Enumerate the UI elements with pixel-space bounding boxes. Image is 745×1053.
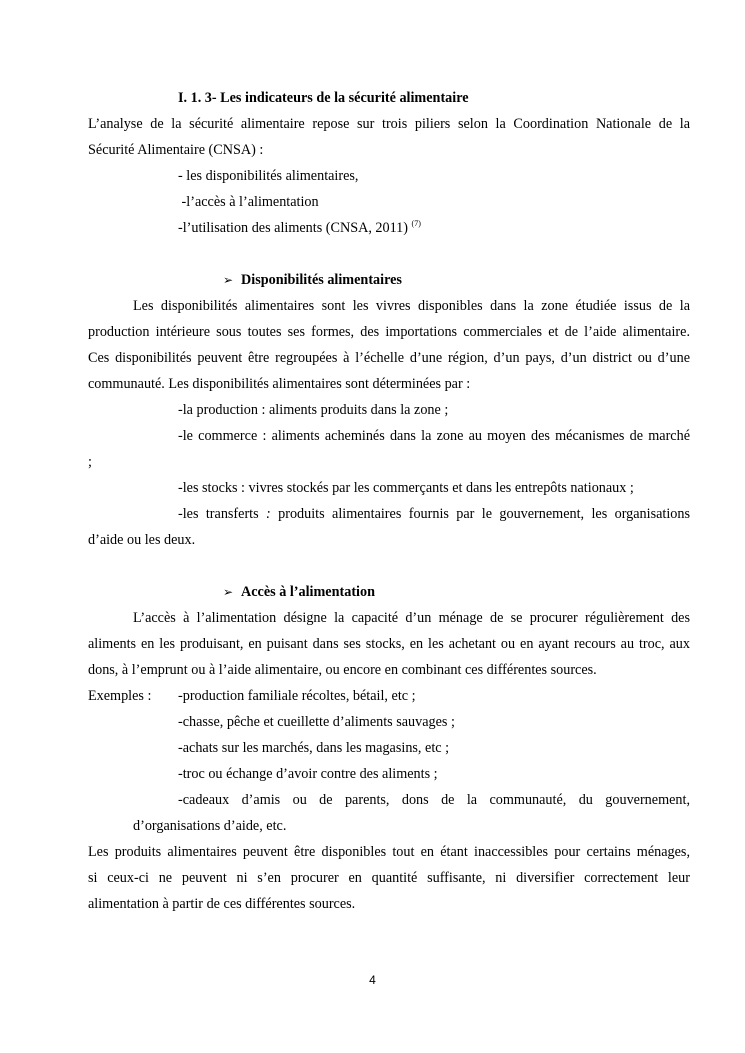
list-item: -les stocks : vivres stockés par les commerçants et dans les entrepôts nationaux ; (178, 480, 634, 496)
list-item-text: -les transferts (178, 506, 267, 522)
list-item (178, 504, 690, 524)
list-item: -la production : aliments produits dans la zone ; (178, 402, 449, 418)
list-item: -le commerce : aliments acheminés dans la zone au moyen des mécanismes de marché (178, 428, 690, 444)
example-item-continuation: d’organisations d’aide, etc. (133, 818, 287, 834)
subheading-text: Accès à l’alimentation (241, 584, 375, 600)
list-item-continuation: ; (88, 454, 92, 470)
paragraph-line: Ces disponibilités peuvent être regroupées à l’échelle d’une région, d’un pays, d’un district ou d’une (88, 350, 690, 366)
footnote-reference: (7) (411, 219, 421, 228)
arrow-bullet-icon: ➢ (223, 585, 234, 599)
arrow-bullet-icon: ➢ (223, 273, 234, 287)
paragraph-line: L’accès à l’alimentation désigne la capacité d’un ménage de se procurer régulièrement des (133, 610, 690, 626)
intro-line: L’analyse de la sécurité alimentaire repose sur trois piliers selon la Coordination Nationale de la (88, 116, 690, 132)
paragraph-line: alimentation à partir de ces différentes sources. (88, 896, 356, 912)
pillar-item: -l’utilisation des aliments (CNSA, 2011) (178, 220, 408, 236)
paragraph-line: Les produits alimentaires peuvent être disponibles tout en étant inaccessibles pour certains ménages, (88, 844, 690, 860)
subheading-disponibilites (223, 270, 402, 290)
page-number: 4 (369, 973, 376, 987)
subheading-text: Disponibilités alimentaires (241, 272, 402, 288)
pillar-item: -l’accès à l’alimentation (178, 194, 319, 210)
paragraph-line: dons, à l’emprunt ou à l’aide alimentaire, ou encore en combinant ces différentes sources. (88, 662, 597, 678)
example-item: -troc ou échange d’avoir contre des aliments ; (178, 766, 438, 782)
paragraph-line: communauté. Les disponibilités alimentaires sont déterminées par : (88, 376, 471, 392)
example-item: -chasse, pêche et cueillette d’aliments sauvages ; (178, 714, 455, 730)
list-item-colon: : (266, 506, 271, 522)
subheading-acces (223, 582, 375, 602)
pillar-item-with-ref (178, 218, 690, 238)
paragraph-line: aliments en les produisant, en puisant dans ses stocks, en les achetant ou en ayant recours au troc, aux (88, 636, 690, 652)
examples-row (88, 686, 690, 706)
pillar-item: - les disponibilités alimentaires, (178, 168, 359, 184)
example-item: -production familiale récoltes, bétail, etc ; (178, 688, 416, 704)
section-heading: I. 1. 3- Les indicateurs de la sécurité alimentaire (178, 90, 469, 106)
example-item: -achats sur les marchés, dans les magasins, etc ; (178, 740, 450, 756)
paragraph-line: si ceux-ci ne peuvent ni s’en procurer en quantité suffisante, ni diversifier correctement leur (88, 870, 690, 886)
paragraph-line: Les disponibilités alimentaires sont les vivres disponibles dans la zone étudiée issus de la (133, 298, 690, 314)
intro-line: Sécurité Alimentaire (CNSA) : (88, 142, 264, 158)
list-item-continuation: d’aide ou les deux. (88, 532, 196, 548)
paragraph-line: production intérieure sous toutes ses formes, des importations commerciales et de l’aide alimentaire. (88, 324, 690, 340)
examples-label: Exemples : (88, 688, 152, 704)
list-item-text: produits alimentaires fournis par le gouvernement, les organisations (270, 506, 690, 522)
example-item: -cadeaux d’amis ou de parents, dons de la communauté, du gouvernement, (178, 792, 690, 808)
